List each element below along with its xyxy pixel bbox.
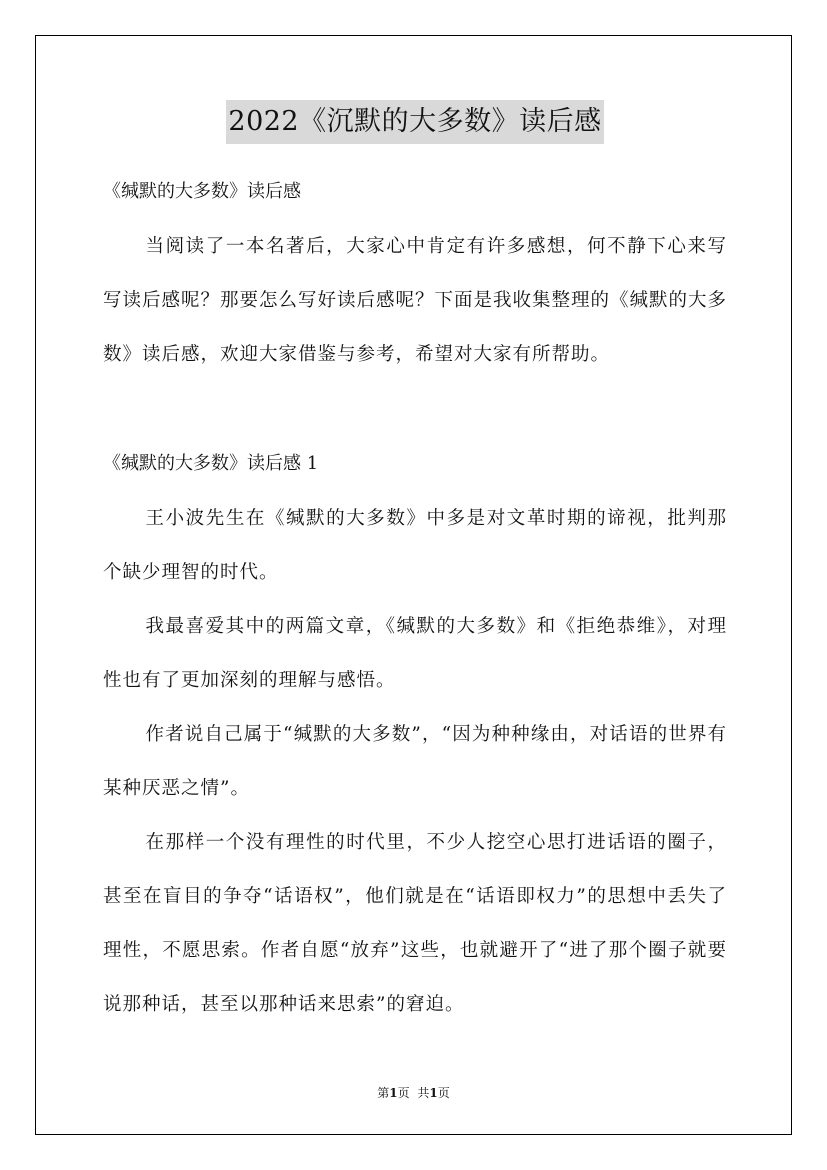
paragraph-3: 作者说自己属于“缄默的大多数”，“因为种种缘由，对话语的世界有某种厌恶之情”。	[103, 724, 727, 799]
title-container	[103, 100, 727, 144]
paragraph-2: 我最喜爱其中的两篇文章，《缄默的大多数》和《拒绝恭维》，对理性也有了更加深刻的理解与感悟。	[103, 616, 727, 691]
footer-total-suffix: 页	[437, 1086, 450, 1100]
subheading-2: 《缄默的大多数》读后感 1	[103, 453, 319, 474]
footer-total-pages: 1	[429, 1086, 438, 1100]
footer-page-prefix: 第	[377, 1086, 390, 1100]
footer-page-suffix: 页	[397, 1086, 410, 1100]
paragraph-1: 王小波先生在《缄默的大多数》中多是对文革时期的谛视，批判那个缺少理智的时代。	[103, 508, 727, 583]
footer-total-prefix: 共	[417, 1086, 430, 1100]
document-title: 2022《沉默的大多数》读后感	[226, 100, 603, 144]
paragraph-4: 在那样一个没有理性的时代里，不少人挖空心思打进话语的圈子，甚至在盲目的争夺“话语权”，他们就是在“话语即权力”的思想中丢失了理性，不愿思索。作者自愿“放弃”这些，也就避开了“进了那个圈子就要说那种话，甚至以那种话来思索”的窘迫。	[103, 832, 727, 1015]
page-footer	[0, 1084, 827, 1101]
intro-paragraph: 当阅读了一本名著后，大家心中肯定有许多感想，何不静下心来写写读后感呢？那要怎么写好读后感呢？下面是我收集整理的《缄默的大多数》读后感，欢迎大家借鉴与参考，希望对大家有所帮助。	[103, 236, 728, 365]
subheading-1: 《缄默的大多数》读后感	[103, 181, 301, 202]
footer-page-number: 1	[389, 1086, 398, 1100]
